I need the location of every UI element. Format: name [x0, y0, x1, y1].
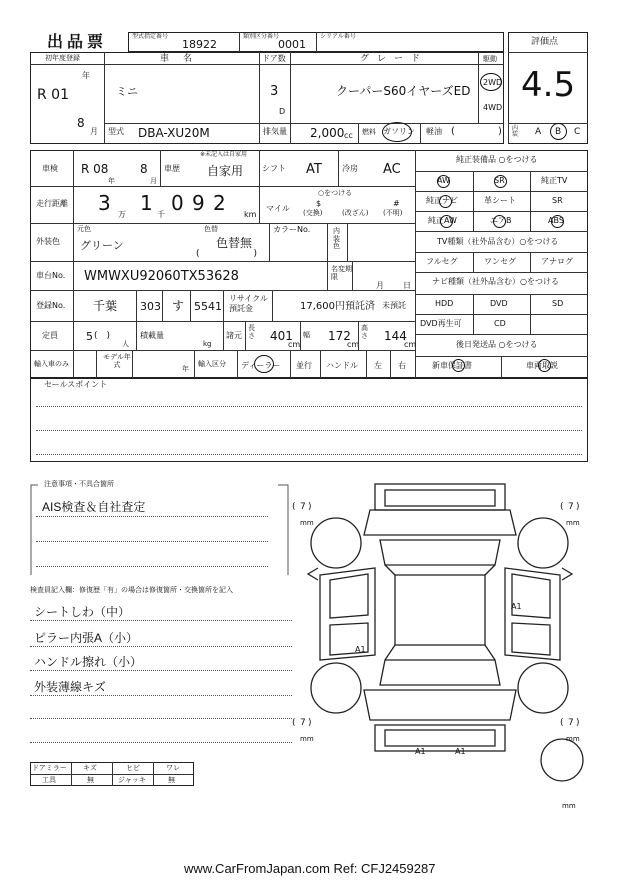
car-diagram — [300, 470, 630, 790]
usage-value: 自家用 — [207, 164, 244, 178]
handle-label: ハンドル — [326, 361, 358, 370]
recycle-unpaid: 未預託 — [382, 301, 406, 310]
aircon-label: 冷房 — [342, 164, 358, 173]
length-label: 長さ — [248, 324, 255, 340]
notes-bracket — [26, 480, 296, 580]
equip-value-4: 無 — [168, 776, 175, 784]
serial-label: シリアル番号 — [320, 33, 356, 40]
damage-mark-rear-left: A1 — [415, 747, 426, 756]
navi-dvd: DVD — [490, 299, 508, 308]
original-color-value: グリーン — [80, 239, 124, 252]
equip-value-3: ジャッキ — [118, 776, 146, 784]
first-reg-label: 初年度登録 — [45, 54, 80, 62]
drive-4wd: 4WD — [483, 103, 503, 112]
tire-unit-fr: mm — [566, 519, 580, 527]
width-label: 幅 — [303, 331, 310, 339]
equip-navi: 純正ナビ — [426, 196, 458, 205]
doors-label: ドア数 — [262, 54, 286, 63]
mileage-label: 走行距離 — [36, 199, 68, 208]
tire-rear-right — [518, 663, 568, 713]
inspection-year-unit: 年 — [108, 177, 115, 185]
equip-leather: 革シート — [484, 196, 516, 205]
category-value: 0001 — [278, 38, 306, 51]
equip-header-1: ドアミラー — [32, 764, 67, 772]
man-unit: 万 — [118, 210, 126, 219]
car-name: ミニ — [116, 85, 138, 98]
equip-aw: AW — [437, 176, 450, 185]
equip-header-4: ワレ — [166, 764, 180, 772]
fuel-diesel: 軽油 — [426, 127, 442, 136]
grade-value: クーパーS60イヤーズED — [336, 84, 471, 98]
exchange-label: (交換) — [303, 209, 323, 217]
tire-unit-spare: mm — [562, 802, 576, 810]
inspection-month: 8 — [140, 162, 148, 176]
model-year-label: モデル年式 — [103, 353, 131, 369]
interior-b: B — [555, 127, 562, 137]
navi-title: ナビ種類（社外品含む）○をつける — [432, 277, 559, 286]
sales-point-label: セールスポイント — [44, 380, 108, 389]
tire-unit-fl: mm — [300, 519, 314, 527]
score-label: 評価点 — [531, 37, 559, 47]
form-title: 出品票 — [47, 32, 108, 51]
aircon-value: AC — [383, 162, 401, 177]
dealer-circle — [254, 355, 274, 373]
interior-color-label: 内装色 — [333, 227, 340, 251]
model-label: 型式 — [108, 127, 124, 136]
reg-class: 303 — [140, 300, 161, 313]
reg-area: 千葉 — [93, 299, 118, 313]
handle-right: 右 — [398, 361, 406, 370]
height-value: 144 — [384, 329, 407, 343]
import-dealer: ディーラー — [241, 361, 281, 370]
reg-kana: す — [172, 299, 185, 313]
displacement-label: 排気量 — [263, 127, 287, 136]
import-parallel: 並行 — [296, 361, 312, 370]
equip-header-2: キズ — [83, 764, 97, 772]
tire-depth-rl: 7 — [300, 718, 306, 728]
equip-tv: 純正TV — [541, 176, 568, 185]
month-unit: 月 — [90, 127, 98, 136]
shift-label: シフト — [262, 164, 286, 173]
unknown-label: (不明) — [383, 209, 403, 217]
reg-num: 5541 — [194, 300, 222, 313]
tv-title: TV種類（社外品含む）○をつける — [437, 237, 559, 246]
mileage-circle-note: ○をつける — [318, 189, 353, 197]
mileage-digit-2: 1 — [140, 191, 153, 215]
displacement-value: 2,000 — [310, 126, 345, 140]
drive-2wd: 2WD — [483, 78, 503, 87]
capacity-value: 5 — [86, 330, 93, 343]
tire-depth-fr: 7 — [568, 502, 574, 512]
sales-point-box — [30, 378, 588, 462]
damage-mark-right-door: A1 — [511, 602, 522, 611]
equip-airbag: エアB — [490, 216, 512, 225]
capacity-label: 定員 — [42, 331, 58, 340]
interior-label: 内装 — [512, 125, 519, 138]
paint-value: 色替無 — [216, 236, 253, 250]
color-label: 外装色 — [36, 237, 60, 246]
equip-value-2: 無 — [87, 776, 94, 784]
mileage-digit-3: 0 — [171, 191, 184, 215]
navi-sd: SD — [552, 299, 564, 308]
color-no-label: カラーNo. — [273, 225, 311, 234]
drive-2wd-circle — [480, 73, 502, 91]
grade-label: グレード — [360, 54, 429, 64]
interior-b-circle — [550, 123, 567, 140]
model-designation-value: 18922 — [182, 38, 217, 51]
tire-depth-fl: 7 — [300, 502, 306, 512]
usage-label: 車歴 — [164, 164, 180, 173]
damage-mark-left-door: A1 — [355, 645, 366, 654]
equip-header-3: ヒビ — [126, 764, 140, 772]
category-label: 類別区分番号 — [243, 33, 280, 40]
altered-label: (改ざん) — [342, 209, 369, 217]
fuel-gas-circle — [382, 122, 412, 142]
tv-oneseg: ワンセグ — [484, 257, 516, 266]
length-value: 401 — [270, 329, 293, 343]
mile-label: マイル — [266, 204, 290, 213]
usage-note: ※未記入は自家用 — [200, 151, 248, 158]
navi-cd: CD — [494, 319, 506, 328]
paint-paren: ( ) — [196, 249, 258, 259]
navi-dvd-play: DVD再生可 — [420, 319, 462, 328]
inspection-label: 車検 — [42, 164, 58, 173]
dollar-sign: $ — [316, 199, 322, 208]
displacement-unit: cc — [344, 131, 353, 140]
reg-no-label: 登録No. — [36, 301, 66, 310]
equip-value-1: 工具 — [42, 776, 56, 784]
inspector-title: 検査員記入欄：修復歴「有」の場合は修復箇所・交換箇所を記入 — [30, 586, 233, 594]
mileage-digit-1: 3 — [98, 191, 111, 215]
handle-left: 左 — [374, 361, 382, 370]
equip-sr-2: SR — [552, 196, 563, 205]
height-unit: cm — [404, 340, 417, 349]
dim-label: 諸元 — [226, 331, 242, 340]
drive-label: 駆動 — [483, 55, 497, 63]
model-designation-label: 型式指定番号 — [132, 33, 169, 40]
length-unit: cm — [288, 340, 301, 349]
load-unit: kg — [203, 340, 212, 348]
mileage-digit-4: 9 — [192, 191, 205, 215]
tire-front-left — [311, 518, 361, 568]
vin-value: WMWXU92060TX53628 — [84, 269, 239, 284]
doors-suffix: D — [279, 107, 286, 116]
name-change-label: 名変期限 — [331, 265, 352, 281]
mileage-digit-5: 2 — [213, 191, 226, 215]
import-label: 輸入車のみ — [34, 360, 69, 368]
inspection-era: R 08 — [81, 162, 109, 176]
interior-a: A — [535, 127, 542, 137]
inspector-line-4: 外装薄線キズ — [34, 680, 106, 694]
interior-c: C — [574, 127, 581, 137]
tire-unit-rr: mm — [566, 735, 580, 743]
docs-warranty: 新車保証書 — [432, 361, 472, 370]
vin-label: 車台No. — [36, 271, 66, 280]
sen-unit: 千 — [157, 210, 165, 219]
tv-fullseg: フルセグ — [426, 257, 458, 266]
paint-label: 色替 — [204, 225, 218, 233]
first-reg-month: 8 — [77, 116, 85, 130]
capacity-unit: 人 — [122, 340, 129, 348]
deadline-day: 日 — [403, 281, 411, 290]
car-name-label: 車名 — [160, 54, 207, 64]
year-unit: 年 — [82, 71, 90, 80]
footer-ref: www.CarFromJapan.com Ref: CFJ2459287 — [184, 861, 436, 876]
shift-value: AT — [306, 162, 322, 177]
deadline-month: 月 — [376, 281, 384, 290]
tv-analog: アナログ — [541, 257, 573, 266]
tire-depth-rr: 7 — [568, 718, 574, 728]
km-unit: km — [244, 210, 257, 219]
hash-sign: # — [393, 199, 400, 208]
original-color-label: 元色 — [77, 225, 91, 233]
recycle-amount: 17,600円預託済 — [300, 301, 375, 312]
docs-title: 後日発送品 ○をつける — [456, 340, 538, 349]
tire-unit-rl: mm — [300, 735, 314, 743]
inspector-line-3: ハンドル擦れ（小） — [34, 655, 143, 669]
model-value: DBA-XU20M — [138, 126, 210, 140]
tire-spare — [541, 739, 583, 781]
navi-hdd: HDD — [435, 299, 454, 308]
damage-mark-rear-right: A1 — [455, 747, 466, 756]
import-type-label: 輸入区分 — [198, 360, 226, 368]
score-value: 4.5 — [521, 65, 576, 105]
fuel-gas: ガソリン — [383, 127, 415, 136]
capacity-paren: ( ) — [94, 331, 111, 341]
inspector-line-1: シートしわ（中） — [34, 605, 131, 619]
notes-title: 注意事項・不具合箇所 — [44, 480, 114, 488]
recycle-label: リサイクル預託金 — [229, 294, 268, 313]
doors-value: 3 — [270, 84, 279, 99]
genuine-title: 純正装備品 ○をつける — [456, 155, 538, 164]
tire-front-right — [518, 518, 568, 568]
inspection-month-unit: 月 — [150, 177, 157, 185]
equip-sr-1: SR — [494, 176, 505, 185]
load-label: 積載量 — [140, 331, 164, 340]
width-value: 172 — [328, 329, 351, 343]
fuel-label: 燃料 — [362, 128, 376, 136]
equip-abs: ABS — [548, 216, 564, 225]
tire-rear-left — [311, 663, 361, 713]
note-line-1: AIS検査＆自社査定 — [42, 500, 146, 514]
inspector-line-2: ピラー内張A（小） — [34, 631, 139, 645]
docs-manual: 車両取説 — [526, 361, 558, 370]
first-reg-era: R 01 — [37, 87, 69, 103]
model-year-unit: 年 — [182, 365, 189, 373]
width-unit: cm — [347, 340, 360, 349]
height-label: 高さ — [361, 324, 368, 340]
equip-aw-2: 純正AW — [428, 216, 457, 225]
